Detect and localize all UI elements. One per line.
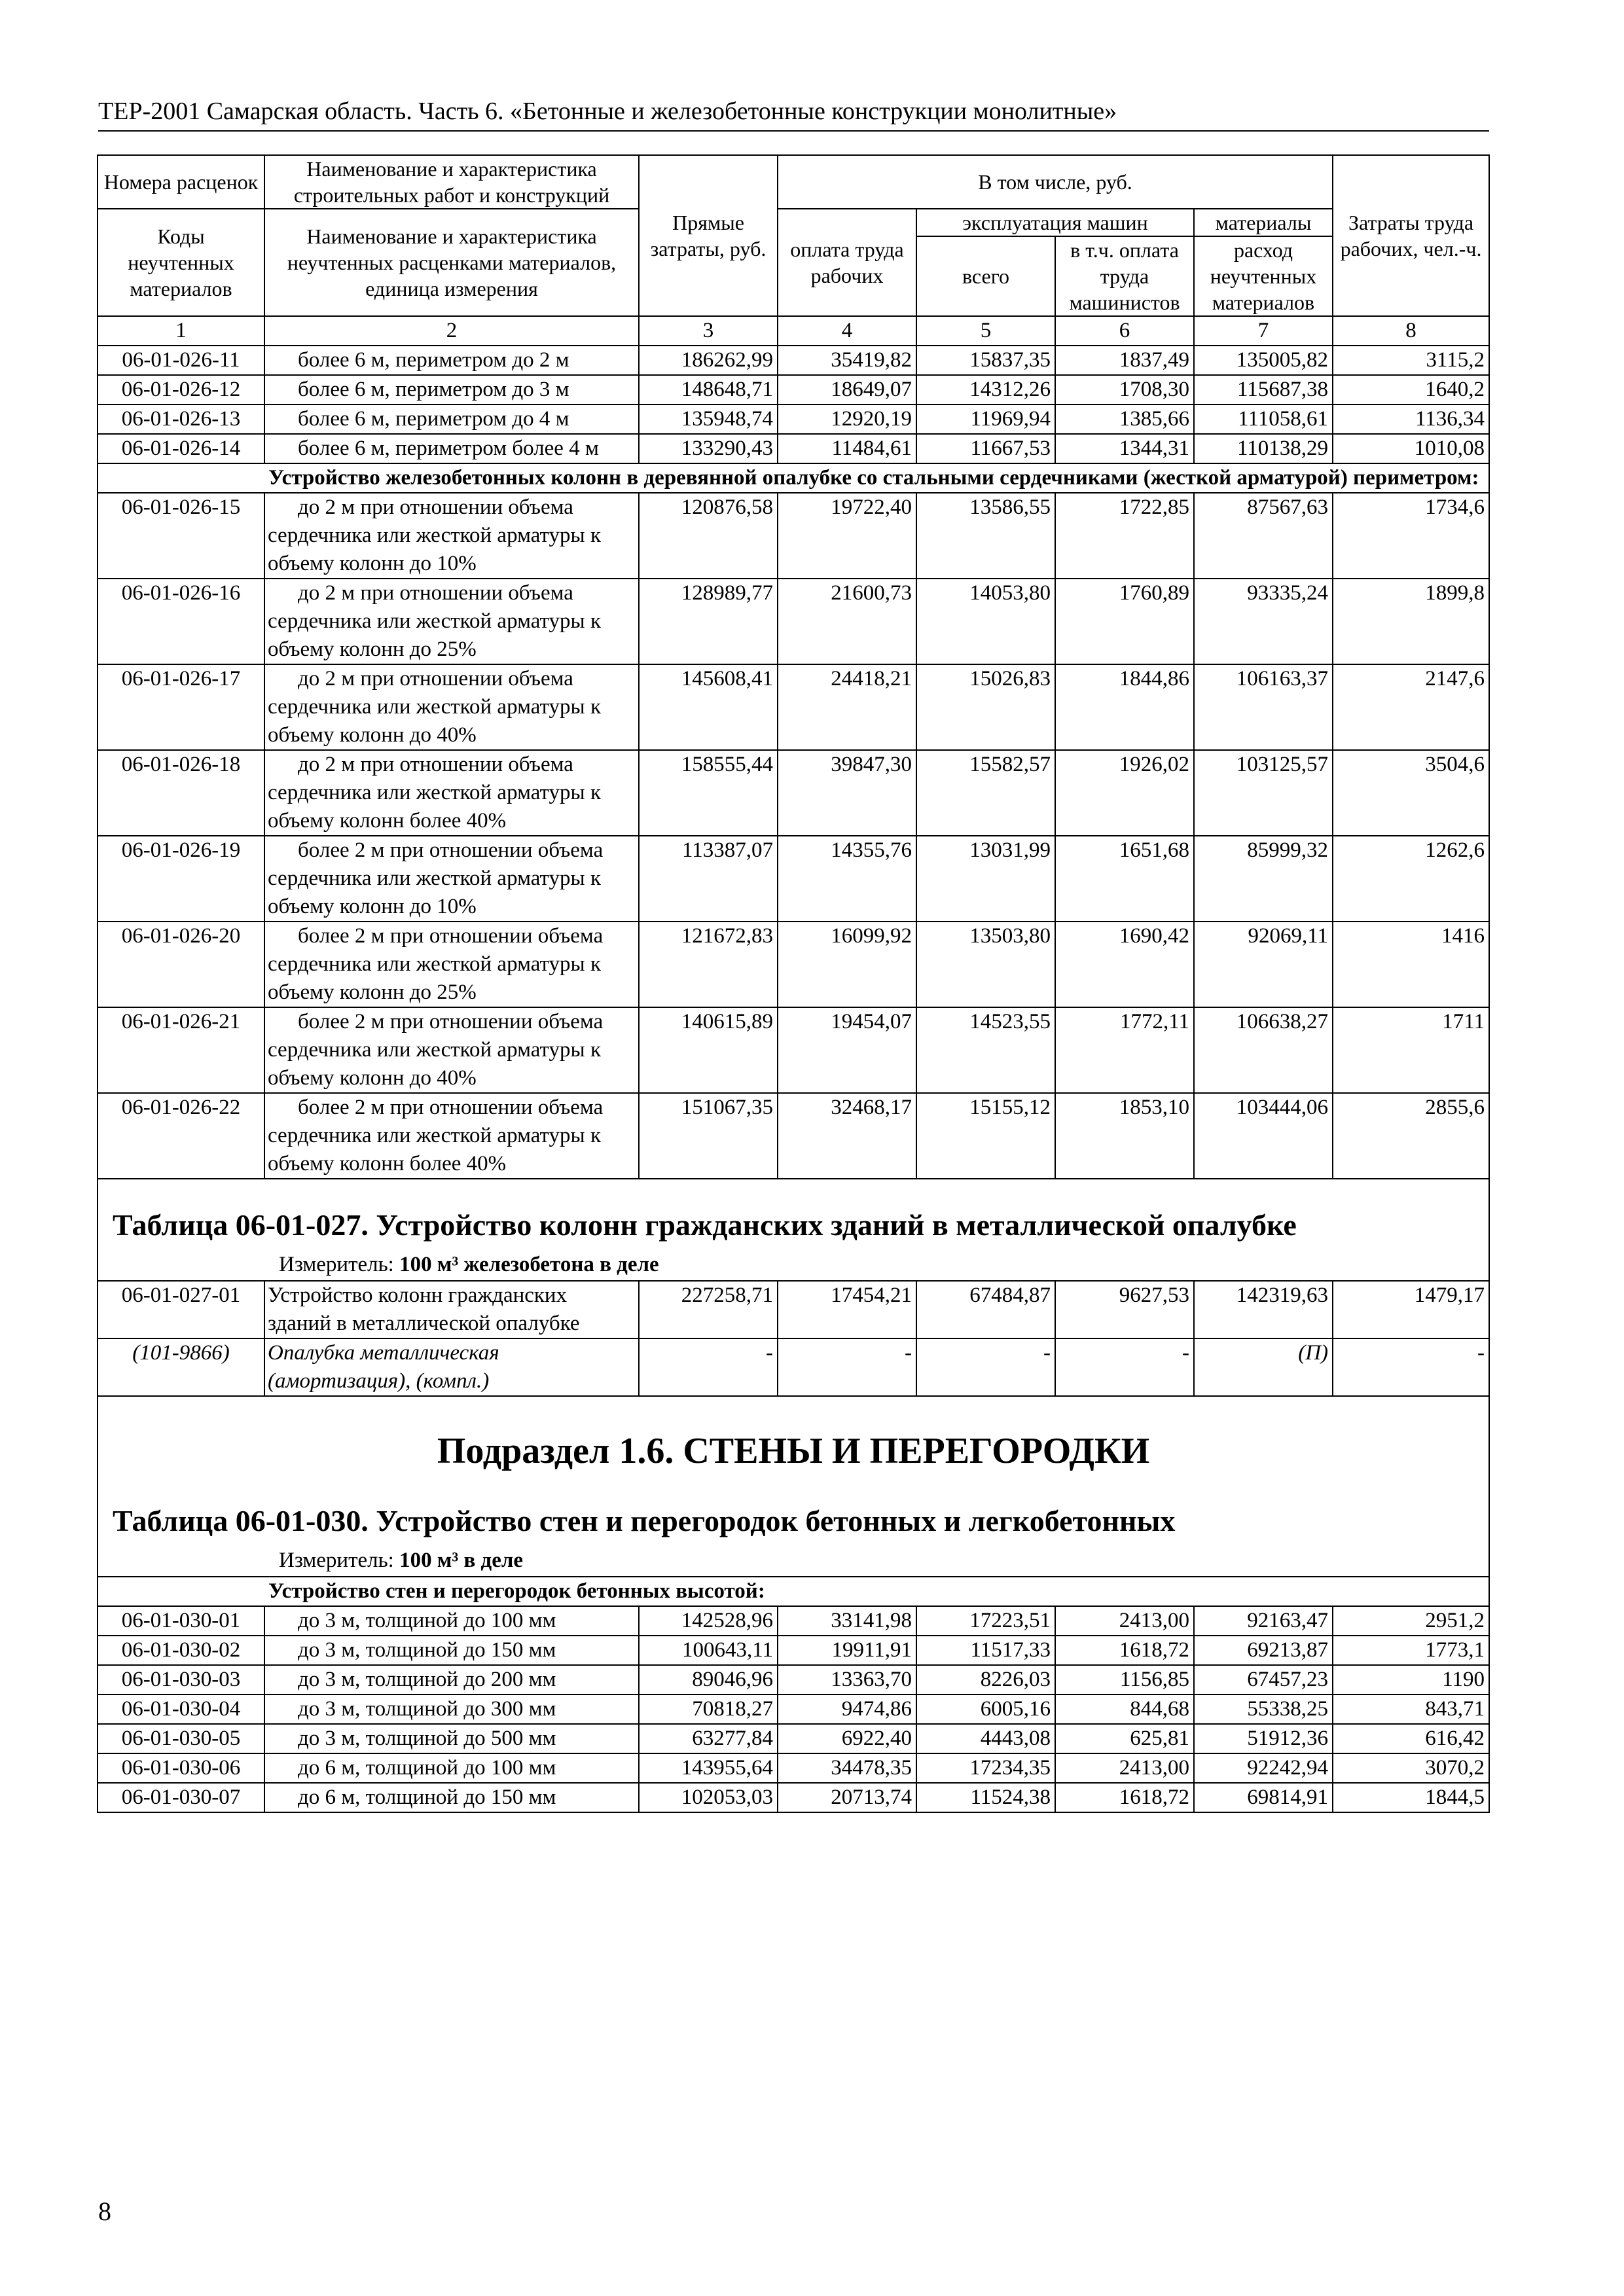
- materials: 103125,57: [1194, 750, 1333, 836]
- work-name: [264, 1636, 639, 1665]
- labor-hours: 1479,17: [1333, 1281, 1489, 1338]
- labor-pay: 19454,07: [778, 1007, 916, 1093]
- col-header-materials: материалы: [1194, 209, 1333, 236]
- labor-hours: 1416: [1333, 922, 1489, 1007]
- machines-total: 8226,03: [916, 1665, 1055, 1695]
- col-header-number: Номера расценок: [98, 155, 264, 209]
- work-name: [264, 1007, 639, 1093]
- operators-pay: -: [1055, 1338, 1194, 1396]
- direct-costs: 227258,71: [639, 1281, 778, 1338]
- machines-total: 15582,57: [916, 750, 1055, 836]
- machines-total: -: [916, 1338, 1055, 1396]
- col-number: 5: [916, 316, 1055, 346]
- rate-code: 06-01-026-13: [98, 404, 264, 434]
- operators-pay: 1156,85: [1055, 1665, 1194, 1695]
- materials: 67457,23: [1194, 1665, 1333, 1695]
- work-name: [264, 375, 639, 404]
- operators-pay: 2413,00: [1055, 1606, 1194, 1636]
- work-name: [264, 579, 639, 664]
- work-name-text: более 6 м, периметром более 4 м: [298, 437, 599, 460]
- labor-pay: 17454,21: [778, 1281, 916, 1338]
- rate-code: 06-01-026-12: [98, 375, 264, 404]
- table-row: [98, 404, 1489, 434]
- table-row: [98, 1724, 1489, 1753]
- operators-pay: 9627,53: [1055, 1281, 1194, 1338]
- work-name-text: до 2 м при отношении объема сердечника или жесткой арматуры к объему колонн до 40%: [268, 667, 601, 747]
- work-name-text: до 3 м, толщиной до 500 мм: [298, 1727, 556, 1750]
- machines-total: 15026,83: [916, 664, 1055, 750]
- table-row: [98, 493, 1489, 579]
- table-row: [98, 836, 1489, 922]
- operators-pay: 1853,10: [1055, 1093, 1194, 1179]
- table-title: Таблица 06-01-030. Устройство стен и перегородок бетонных и легкобетонных: [113, 1504, 1176, 1537]
- table-27-heading-block: [98, 1179, 1489, 1281]
- work-name-text: до 6 м, толщиной до 150 мм: [298, 1785, 556, 1809]
- work-name-text: до 3 м, толщиной до 200 мм: [298, 1668, 556, 1691]
- section-heading: Устройство стен и перегородок бетонных высотой:: [98, 1577, 1489, 1606]
- machines-total: 15155,12: [916, 1093, 1055, 1179]
- labor-hours: -: [1333, 1338, 1489, 1396]
- rate-code: 06-01-030-06: [98, 1753, 264, 1783]
- rate-code: 06-01-026-16: [98, 579, 264, 664]
- labor-pay: 32468,17: [778, 1093, 916, 1179]
- materials: 93335,24: [1194, 579, 1333, 664]
- work-name-text: более 2 м при отношении объема сердечника или жесткой арматуры к объему колонн до 10%: [268, 838, 604, 918]
- work-name: [264, 1606, 639, 1636]
- direct-costs: 148648,71: [639, 375, 778, 404]
- materials: 111058,61: [1194, 404, 1333, 434]
- work-name: [264, 1724, 639, 1753]
- materials: 115687,38: [1194, 375, 1333, 404]
- labor-pay: 11484,61: [778, 434, 916, 463]
- table-row: [98, 1338, 1489, 1396]
- rate-code: 06-01-026-11: [98, 346, 264, 375]
- materials: 69213,87: [1194, 1636, 1333, 1665]
- table-row: [98, 375, 1489, 404]
- work-name: Опалубка металлическая (амортизация), (компл.): [264, 1338, 639, 1396]
- operators-pay: 844,68: [1055, 1695, 1194, 1724]
- machines-total: 14523,55: [916, 1007, 1055, 1093]
- materials: (П): [1194, 1338, 1333, 1396]
- table-row: [98, 1695, 1489, 1724]
- rate-code: 06-01-030-02: [98, 1636, 264, 1665]
- work-name-text: более 6 м, периметром до 4 м: [298, 407, 569, 431]
- machines-total: 15837,35: [916, 346, 1055, 375]
- page-header: ТЕР-2001 Самарская область. Часть 6. «Бетонные и железобетонные конструкции монолитные»: [98, 95, 1489, 132]
- work-name: [264, 1665, 639, 1695]
- materials: 103444,06: [1194, 1093, 1333, 1179]
- table-row: [98, 1636, 1489, 1665]
- operators-pay: 1618,72: [1055, 1783, 1194, 1812]
- operators-pay: 1844,86: [1055, 664, 1194, 750]
- materials: 92242,94: [1194, 1753, 1333, 1783]
- col-number: 7: [1194, 316, 1333, 346]
- labor-hours: 843,71: [1333, 1695, 1489, 1724]
- col-number: 2: [264, 316, 639, 346]
- direct-costs: 140615,89: [639, 1007, 778, 1093]
- materials: 55338,25: [1194, 1695, 1333, 1724]
- measure-value: 100 м³ в деле: [399, 1549, 524, 1572]
- rate-code: 06-01-026-17: [98, 664, 264, 750]
- col-header-labor-pay: оплата труда рабочих: [778, 209, 916, 316]
- operators-pay: 1722,85: [1055, 493, 1194, 579]
- col-header-codes: Коды неучтенных материалов: [98, 209, 264, 316]
- labor-hours: 1640,2: [1333, 375, 1489, 404]
- work-name: [264, 1695, 639, 1724]
- work-name: [264, 493, 639, 579]
- labor-pay: 19911,91: [778, 1636, 916, 1665]
- labor-hours: 2855,6: [1333, 1093, 1489, 1179]
- work-name: [264, 1783, 639, 1812]
- labor-hours: 1010,08: [1333, 434, 1489, 463]
- labor-hours: 1262,6: [1333, 836, 1489, 922]
- materials: 92163,47: [1194, 1606, 1333, 1636]
- rate-code: 06-01-026-20: [98, 922, 264, 1007]
- work-name-text: более 2 м при отношении объема сердечника или жесткой арматуры к объему колонн до 25%: [268, 924, 604, 1004]
- direct-costs: 186262,99: [639, 346, 778, 375]
- col-header-including: В том числе, руб.: [778, 155, 1333, 209]
- labor-pay: 39847,30: [778, 750, 916, 836]
- operators-pay: 1344,31: [1055, 434, 1194, 463]
- labor-hours: 1136,34: [1333, 404, 1489, 434]
- machines-total: 17234,35: [916, 1753, 1055, 1783]
- rate-code: 06-01-030-03: [98, 1665, 264, 1695]
- measure-line: [98, 1546, 1489, 1576]
- table-row: [98, 1753, 1489, 1783]
- rate-code: 06-01-026-18: [98, 750, 264, 836]
- table-row: [98, 922, 1489, 1007]
- work-name: [264, 750, 639, 836]
- col-header-labor: Затраты труда рабочих, чел.-ч.: [1333, 155, 1489, 316]
- labor-hours: 1734,6: [1333, 493, 1489, 579]
- materials: 87567,63: [1194, 493, 1333, 579]
- labor-hours: 3070,2: [1333, 1753, 1489, 1783]
- materials: 85999,32: [1194, 836, 1333, 922]
- subsection-title: Подраздел 1.6. СТЕНЫ И ПЕРЕГОРОДКИ: [437, 1431, 1150, 1471]
- direct-costs: 133290,43: [639, 434, 778, 463]
- direct-costs: 121672,83: [639, 922, 778, 1007]
- direct-costs: 89046,96: [639, 1665, 778, 1695]
- work-name-text: до 2 м при отношении объема сердечника или жесткой арматуры к объему колонн до 10%: [268, 495, 601, 575]
- materials: 110138,29: [1194, 434, 1333, 463]
- materials: 69814,91: [1194, 1783, 1333, 1812]
- rate-code: (101-9866): [98, 1338, 264, 1396]
- labor-pay: 19722,40: [778, 493, 916, 579]
- materials: 106163,37: [1194, 664, 1333, 750]
- operators-pay: 1837,49: [1055, 346, 1194, 375]
- labor-hours: 1844,5: [1333, 1783, 1489, 1812]
- work-name: [264, 346, 639, 375]
- page-number: 8: [98, 2197, 111, 2226]
- col-header-name2: Наименование и характеристика неучтенных расценками материалов, единица измерения: [264, 209, 639, 316]
- work-name: [264, 836, 639, 922]
- table-row: [98, 579, 1489, 664]
- col-number: 4: [778, 316, 916, 346]
- rate-code: 06-01-026-22: [98, 1093, 264, 1179]
- col-number: 8: [1333, 316, 1489, 346]
- work-name-text: до 2 м при отношении объема сердечника или жесткой арматуры к объему колонн более 40%: [268, 753, 601, 833]
- work-name: [264, 1281, 639, 1338]
- rate-code: 06-01-026-14: [98, 434, 264, 463]
- direct-costs: 135948,74: [639, 404, 778, 434]
- col-number: 6: [1055, 316, 1194, 346]
- machines-total: 11517,33: [916, 1636, 1055, 1665]
- direct-costs: 100643,11: [639, 1636, 778, 1665]
- labor-pay: 33141,98: [778, 1606, 916, 1636]
- work-name-text: более 6 м, периметром до 3 м: [298, 378, 569, 401]
- direct-costs: 158555,44: [639, 750, 778, 836]
- operators-pay: 1772,11: [1055, 1007, 1194, 1093]
- col-header-operators: в т.ч. оплата труда машинистов: [1055, 236, 1194, 316]
- section-heading: Устройство железобетонных колонн в деревянной опалубке со стальными сердечниками (жесткой арматурой) периметром:: [98, 463, 1489, 493]
- measure-value: 100 м³ железобетона в деле: [399, 1253, 659, 1276]
- machines-total: 67484,87: [916, 1281, 1055, 1338]
- machines-total: 13503,80: [916, 922, 1055, 1007]
- rate-code: 06-01-026-15: [98, 493, 264, 579]
- rate-code: 06-01-030-01: [98, 1606, 264, 1636]
- work-name: [264, 434, 639, 463]
- table-row: [98, 434, 1489, 463]
- rate-code: 06-01-030-07: [98, 1783, 264, 1812]
- work-name-text: более 2 м при отношении объема сердечника или жесткой арматуры к объему колонн более 40%: [268, 1096, 604, 1175]
- rate-code: 06-01-030-04: [98, 1695, 264, 1724]
- work-name-text: до 3 м, толщиной до 150 мм: [298, 1638, 556, 1662]
- rate-code: 06-01-026-19: [98, 836, 264, 922]
- labor-hours: 1711: [1333, 1007, 1489, 1093]
- materials: 142319,63: [1194, 1281, 1333, 1338]
- table-row: [98, 1665, 1489, 1695]
- materials: 106638,27: [1194, 1007, 1333, 1093]
- machines-total: 4443,08: [916, 1724, 1055, 1753]
- measure-line: [98, 1250, 1489, 1280]
- direct-costs: 128989,77: [639, 579, 778, 664]
- work-name-text: более 6 м, периметром до 2 м: [298, 348, 569, 372]
- rate-code: 06-01-027-01: [98, 1281, 264, 1338]
- materials: 51912,36: [1194, 1724, 1333, 1753]
- subsection-block: [98, 1396, 1489, 1577]
- labor-pay: 18649,07: [778, 375, 916, 404]
- labor-pay: -: [778, 1338, 916, 1396]
- labor-hours: 1899,8: [1333, 579, 1489, 664]
- direct-costs: 102053,03: [639, 1783, 778, 1812]
- operators-pay: 1708,30: [1055, 375, 1194, 404]
- labor-pay: 24418,21: [778, 664, 916, 750]
- labor-hours: 1190: [1333, 1665, 1489, 1695]
- work-name-text: Устройство колонн гражданских зданий в металлической опалубке: [268, 1283, 580, 1335]
- labor-hours: 616,42: [1333, 1724, 1489, 1753]
- labor-hours: 3115,2: [1333, 346, 1489, 375]
- labor-hours: 2951,2: [1333, 1606, 1489, 1636]
- work-name: [264, 922, 639, 1007]
- work-name: [264, 1753, 639, 1783]
- machines-total: 14312,26: [916, 375, 1055, 404]
- direct-costs: 143955,64: [639, 1753, 778, 1783]
- table-row: [98, 346, 1489, 375]
- labor-hours: 1773,1: [1333, 1636, 1489, 1665]
- machines-total: 14053,80: [916, 579, 1055, 664]
- measure-label: Измеритель:: [279, 1253, 394, 1276]
- labor-pay: 20713,74: [778, 1783, 916, 1812]
- operators-pay: 1651,68: [1055, 836, 1194, 922]
- labor-pay: 12920,19: [778, 404, 916, 434]
- operators-pay: 2413,00: [1055, 1753, 1194, 1783]
- table-row: [98, 664, 1489, 750]
- rate-code: 06-01-030-05: [98, 1724, 264, 1753]
- labor-pay: 16099,92: [778, 922, 916, 1007]
- labor-pay: 14355,76: [778, 836, 916, 922]
- col-header-machines: эксплуатация машин: [916, 209, 1194, 236]
- machines-total: 11524,38: [916, 1783, 1055, 1812]
- operators-pay: 1690,42: [1055, 922, 1194, 1007]
- direct-costs: 120876,58: [639, 493, 778, 579]
- col-header-machines-total: всего: [916, 236, 1055, 316]
- work-name-text: до 3 м, толщиной до 100 мм: [298, 1609, 556, 1632]
- col-number: 3: [639, 316, 778, 346]
- table-row: [98, 1093, 1489, 1179]
- labor-pay: 34478,35: [778, 1753, 916, 1783]
- labor-pay: 9474,86: [778, 1695, 916, 1724]
- rate-code: 06-01-026-21: [98, 1007, 264, 1093]
- operators-pay: 1926,02: [1055, 750, 1194, 836]
- machines-total: 13586,55: [916, 493, 1055, 579]
- labor-hours: 2147,6: [1333, 664, 1489, 750]
- table-row: [98, 1606, 1489, 1636]
- col-header-unaccounted: расход неучтенных материалов: [1194, 236, 1333, 316]
- work-name-text: до 6 м, толщиной до 100 мм: [298, 1756, 556, 1780]
- work-name: [264, 664, 639, 750]
- work-name: [264, 1093, 639, 1179]
- rates-table: [97, 154, 1490, 1813]
- direct-costs: -: [639, 1338, 778, 1396]
- direct-costs: 142528,96: [639, 1606, 778, 1636]
- machines-total: 11667,53: [916, 434, 1055, 463]
- operators-pay: 625,81: [1055, 1724, 1194, 1753]
- work-name-text: более 2 м при отношении объема сердечника или жесткой арматуры к объему колонн до 40%: [268, 1010, 604, 1090]
- measure-label: Измеритель:: [279, 1549, 394, 1572]
- col-number: 1: [98, 316, 264, 346]
- table-row: [98, 1281, 1489, 1338]
- machines-total: 6005,16: [916, 1695, 1055, 1724]
- table-row: [98, 1007, 1489, 1093]
- table-row: [98, 750, 1489, 836]
- col-header-direct: Прямые затраты, руб.: [639, 155, 778, 316]
- operators-pay: 1385,66: [1055, 404, 1194, 434]
- operators-pay: 1618,72: [1055, 1636, 1194, 1665]
- machines-total: 17223,51: [916, 1606, 1055, 1636]
- direct-costs: 145608,41: [639, 664, 778, 750]
- labor-pay: 13363,70: [778, 1665, 916, 1695]
- direct-costs: 151067,35: [639, 1093, 778, 1179]
- direct-costs: 70818,27: [639, 1695, 778, 1724]
- table-title: Таблица 06-01-027. Устройство колонн гражданских зданий в металлической опалубке: [113, 1208, 1297, 1242]
- work-name: [264, 404, 639, 434]
- labor-pay: 35419,82: [778, 346, 916, 375]
- table-row: [98, 1783, 1489, 1812]
- work-name-text: до 3 м, толщиной до 300 мм: [298, 1697, 556, 1721]
- operators-pay: 1760,89: [1055, 579, 1194, 664]
- direct-costs: 63277,84: [639, 1724, 778, 1753]
- materials: 92069,11: [1194, 922, 1333, 1007]
- labor-hours: 3504,6: [1333, 750, 1489, 836]
- machines-total: 13031,99: [916, 836, 1055, 922]
- machines-total: 11969,94: [916, 404, 1055, 434]
- materials: 135005,82: [1194, 346, 1333, 375]
- direct-costs: 113387,07: [639, 836, 778, 922]
- work-name-text: до 2 м при отношении объема сердечника или жесткой арматуры к объему колонн до 25%: [268, 581, 601, 661]
- labor-pay: 21600,73: [778, 579, 916, 664]
- labor-pay: 6922,40: [778, 1724, 916, 1753]
- col-header-name: Наименование и характеристика строительных работ и конструкций: [264, 155, 639, 209]
